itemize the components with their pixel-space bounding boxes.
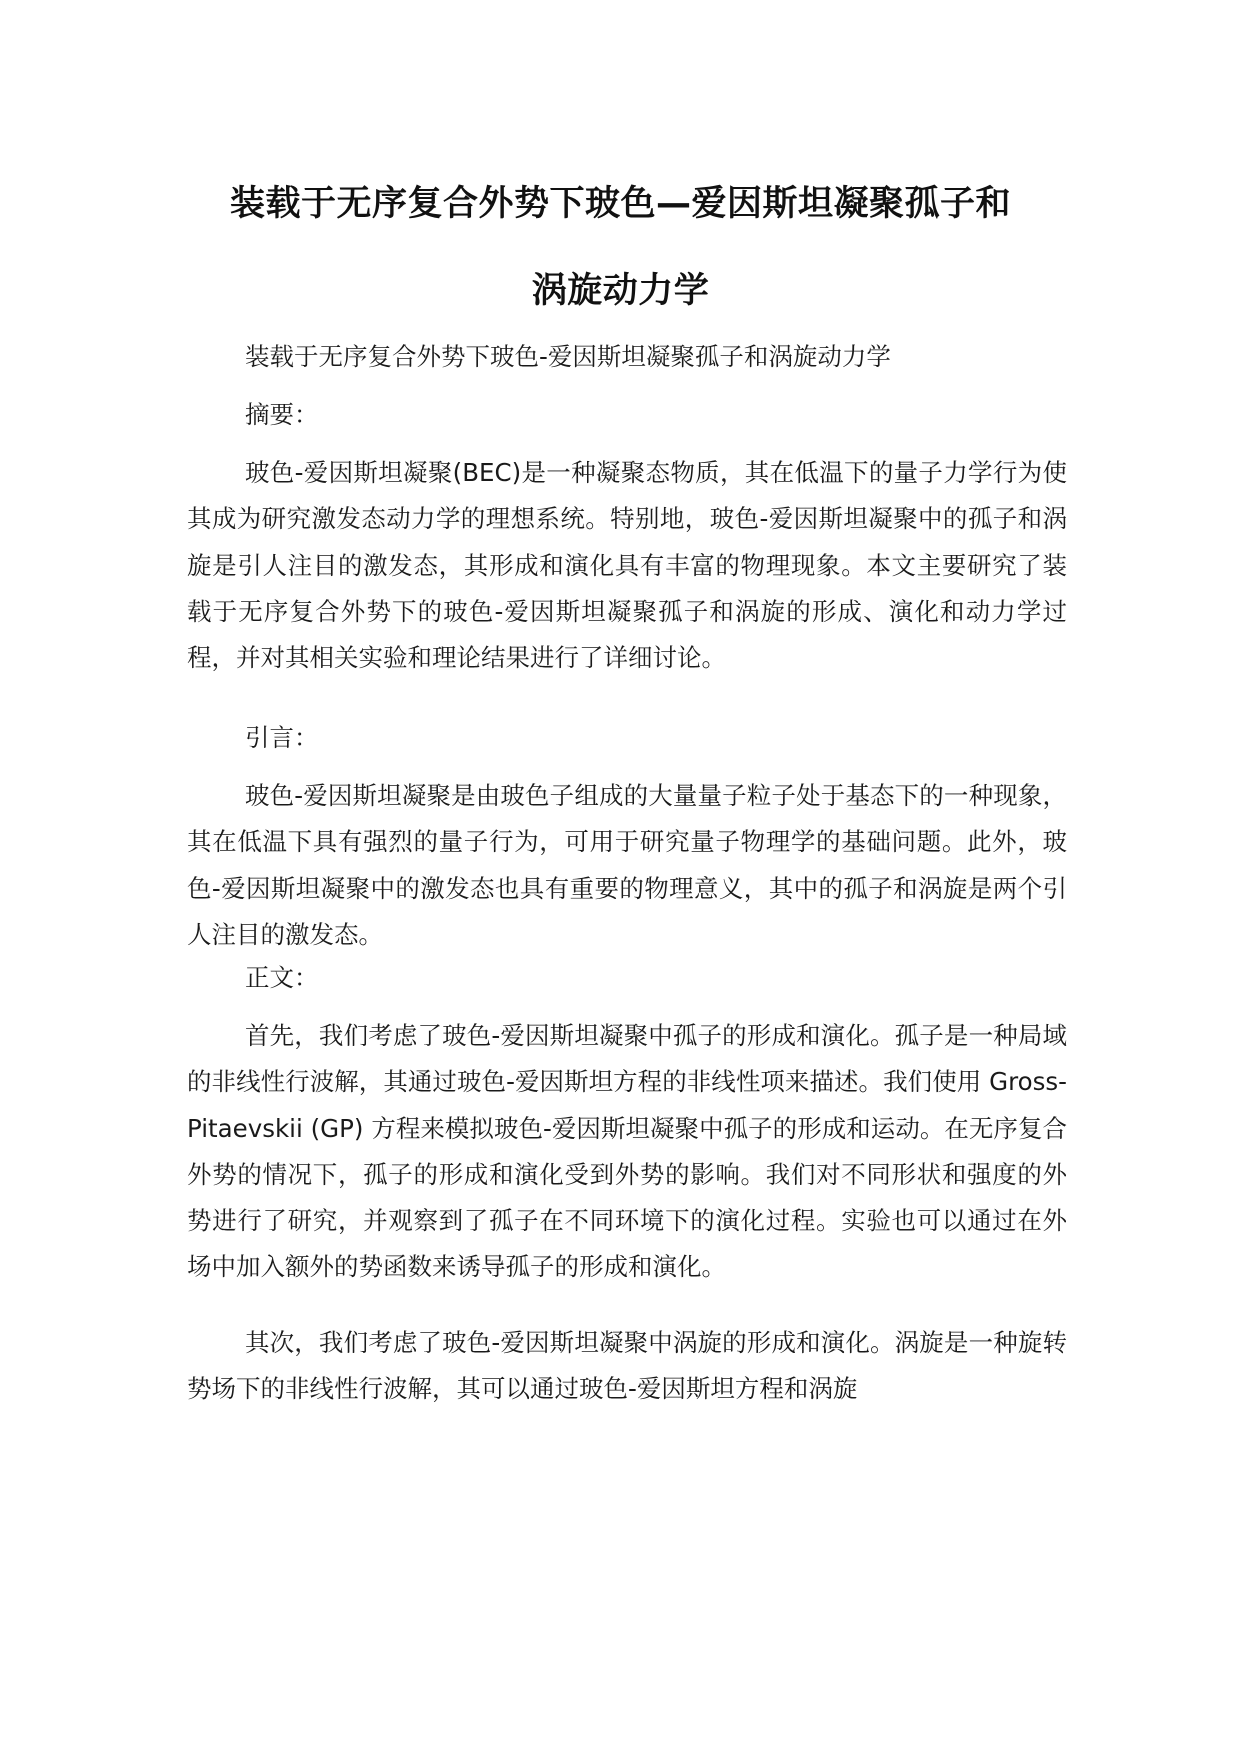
document-subtitle: 装载于无序复合外势下玻色-爱因斯坦凝聚孤子和涡旋动力学: [245, 342, 891, 371]
main-paragraph-2: 其次，我们考虑了玻色-爱因斯坦凝聚中涡旋的形成和演化。涡旋是一种旋转势场下的非线性行波解，其可以通过玻色-爱因斯坦方程和涡旋: [187, 1328, 1067, 1404]
intro-heading: 引言：: [245, 723, 319, 752]
abstract-heading: 摘要：: [245, 400, 319, 429]
abstract-paragraph: 玻色-爱因斯坦凝聚(BEC)是一种凝聚态物质，其在低温下的量子力学行为使其成为研究激发态动力学的理想系统。特别地，玻色-爱因斯坦凝聚中的孤子和涡旋是引人注目的激发态，其形成和演化具有丰富的物理现象。本文主要研究了装载于无序复合外势下的玻色-爱因斯坦凝聚孤子和涡旋的形成、演化和动力学过程，并对其相关实验和理论结果进行了详细讨论。: [187, 458, 1067, 673]
intro-paragraph: 玻色-爱因斯坦凝聚是由玻色子组成的大量量子粒子处于基态下的一种现象，其在低温下具有强烈的量子行为，可用于研究量子物理学的基础问题。此外，玻色-爱因斯坦凝聚中的激发态也具有重要的物理意义，其中的孤子和涡旋是两个引人注目的激发态。: [187, 781, 1067, 949]
main-paragraph-1: 首先，我们考虑了玻色-爱因斯坦凝聚中孤子的形成和演化。孤子是一种局域的非线性行波解，其通过玻色-爱因斯坦方程的非线性项来描述。我们使用 Gross-Pitaevskii (GP) 方程来模拟玻色-爱因斯坦凝聚中孤子的形成和运动。在无序复合外势的情况下，孤子的形成和演化受到外势的影响。我们对不同形状和强度的外势进行了研究，并观察到了孤子在不同环境下的演化过程。实验也可以通过在外场中加入额外的势函数来诱导孤子的形成和演化。: [187, 1021, 1067, 1282]
document-title-line-1: 装载于无序复合外势下玻色—爱因斯坦凝聚孤子和: [229, 184, 1011, 224]
document-title-line-2: 涡旋动力学: [531, 271, 710, 311]
main-heading: 正文：: [245, 963, 319, 992]
